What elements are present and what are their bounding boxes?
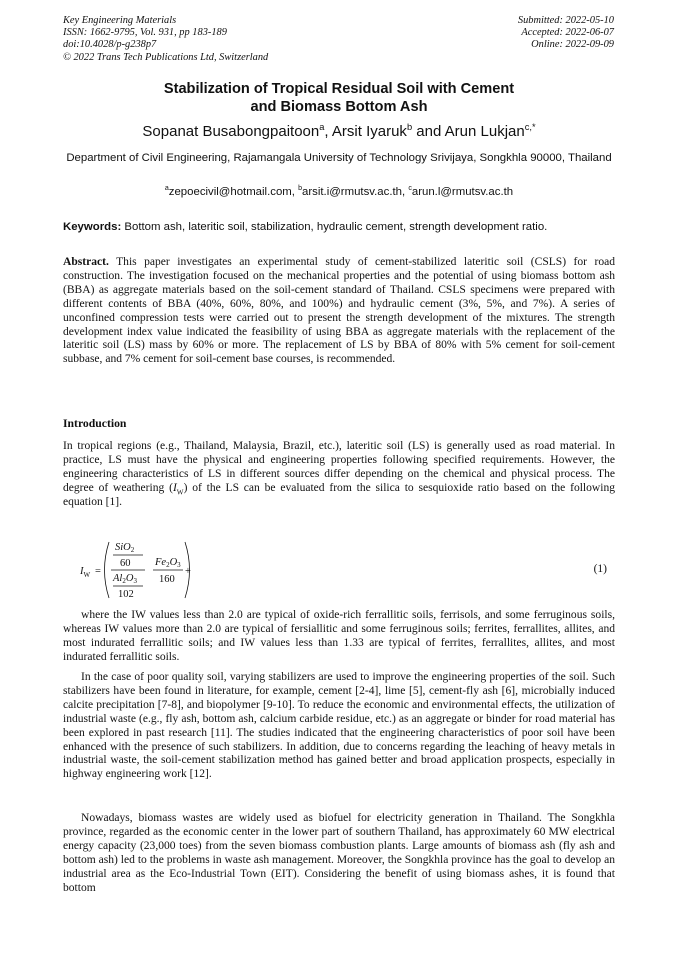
issn-line: ISSN: 1662-9795, Vol. 931, pp 183-189: [63, 27, 227, 39]
intro-paragraph-3: In the case of poor quality soil, varying stabilizers are used to improve the engineering properties of the soil. Such stabilizers have been found in literature, for example, cement [2-4], lime [5], cement-fly ash [6], microbially induced calcite precipitation [7-8], and biopolymer [9-10]. To reduce the economic and environmental effects, the utilization of industrial waste (e.g., fly ash, bottom ash, calcium carbide residue, etc.) as an aggregate or binder for road material has been explored in past research [11]. The studies indicated that the engineering characteristics of poor soil have been enhanced with the presence of such stabilizers. In addition, due to concerns regarding the leaching of heavy metals in industrial waste, the soil-cement stabilization method has gained better and broad application prospects, especially in highway engineering work [12].: [63, 671, 615, 781]
author-list: Sopanat Busabongpaitoon$^a$, Arsit Iyaruk$^b$ and Arun Lukjan$^{c,*}$: [142, 122, 536, 140]
eq-lhs: $I_W$: [80, 566, 91, 579]
intro-paragraph-1: In tropical regions (e.g., Thailand, Malaysia, Brazil, etc.), lateritic soil (LS) is generally used as road material. In practice, LS must have the physical and engineering properties following specified requirements. However, the engineering characteristics of LS in different sources differ depending on the chemical and physical process. The degree of weathering $(I_W)$ of the LS can be evaluated from the silica to sesquioxide ratio based on the following equation [1].: [63, 440, 616, 508]
keywords-label: Keywords:: [63, 221, 122, 233]
intro-paragraph-4: Nowadays, biomass wastes are widely used as biofuel for electricity generation in Thailand. The Songkhla province, regarded as the economic center in the lower part of southern Thailand, has approximately 60 MW electrical energy capacity (23,000 toes) from the seven biomass combustion plants. Large amounts of biomass ash (fly ash and bottom ash) led to the problems in waste ash management. Moreover, the Songkhla province has the goal to develop an industrial area as the Eco-Industrial Town (EIT). Considering the benefit of using biomass ashes, it is found that bottom: [63, 812, 615, 894]
online-date: Online: 2022-09-09: [531, 39, 614, 51]
eq-al2o3: Al2O3: [113, 573, 137, 585]
doi-line: doi:10.4028/p-g238p7: [63, 39, 157, 51]
email-link[interactable]: arsit.i@rmutsv.ac.th: [302, 186, 402, 198]
author-name: Arun Lukjan: [444, 123, 525, 140]
eq-equals: =: [95, 566, 101, 577]
author-name: Arsit Iyaruk: [331, 123, 407, 140]
submitted-date: Submitted: 2022-05-10: [517, 15, 614, 26]
equation-graphic: [63, 537, 623, 603]
journal-header: [63, 15, 268, 64]
abstract-label: Abstract.: [63, 256, 109, 268]
author-name: Sopanat Busabongpaitoon: [142, 123, 320, 140]
copyright-line: © 2022 Trans Tech Publications Ltd, Switzerland: [63, 51, 269, 63]
email-link[interactable]: zepoecivil@hotmail.com: [168, 186, 292, 198]
email-link[interactable]: arun.l@rmutsv.ac.th: [411, 186, 514, 198]
paper-title: Stabilization of Tropical Residual Soil with Cement and Biomass Bottom Ash: [163, 81, 515, 115]
section-heading-introduction: Introduction: [63, 417, 127, 430]
keywords-line: [63, 221, 617, 233]
affiliation: Department of Civil Engineering, Rajamangala University of Technology Srivijaya, Songkhla 90000, Thailand: [66, 152, 612, 164]
eq-d160: 160: [159, 574, 175, 585]
intro-paragraph-2: where the IW values less than 2.0 are typical of oxide-rich ferrallitic soils, ferrisols, and some ferruginous soils, whereas IW values more than 2.0 are typical of fersiallitic and some ferruginous soils; ferrites, ferrallites, allites, and most indurated ferrallitic soils; and IW values less than 1.33 are typical of ferrites, ferrallites, allites, and most indurated ferrallitic soils.: [63, 609, 615, 663]
eq-d60: 60: [120, 558, 131, 569]
abstract: [63, 256, 615, 367]
eq-paren-left: [105, 542, 110, 598]
eq-fe2o3: Fe2O3: [155, 557, 181, 569]
keywords-text: Bottom ash, lateritic soil, stabilization, hydraulic cement, strength development ratio.: [121, 221, 548, 233]
eq-plus: +: [185, 566, 191, 577]
author-emails: $^a$zepoecivil@hotmail.com, $^b$arsit.i@rmutsv.ac.th, $^c$arun.l@rmutsv.ac.th: [164, 185, 514, 198]
abstract-text: This paper investigates an experimental study of cement-stabilized lateritic soil (CSLS) for road construction. The investigation focused on the mechanical properties and the potential of using biomass bottom ash (BBA) as aggregate materials based on the soil-cement standard of Thailand. CSLS specimens were prepared with different contents of BBA (40%, 60%, 80%, and 100%) and hydraulic cement (3%, 5%, and 7%). A series of unconfined compression tests were carried out to present the strength development of the mixtures. The strength development index value indicated the feasibility of using BBA as aggregate materials with the replacement of the lateritic soil (LS) mass by 60% or more. The replacement of LS by BBA of 80% with 5% cement for soil-cement subbase, and 7% cement for soil-cement base courses, is recommended.: [63, 256, 615, 366]
equation-1: [63, 537, 615, 603]
equation-number: (1): [593, 563, 607, 575]
eq-sio2: SiO2: [115, 542, 135, 554]
dates-header: [518, 15, 614, 52]
journal-name: Key Engineering Materials: [63, 15, 177, 26]
eq-d102: 102: [118, 589, 134, 600]
accepted-date: Accepted: 2022-06-07: [521, 27, 614, 39]
